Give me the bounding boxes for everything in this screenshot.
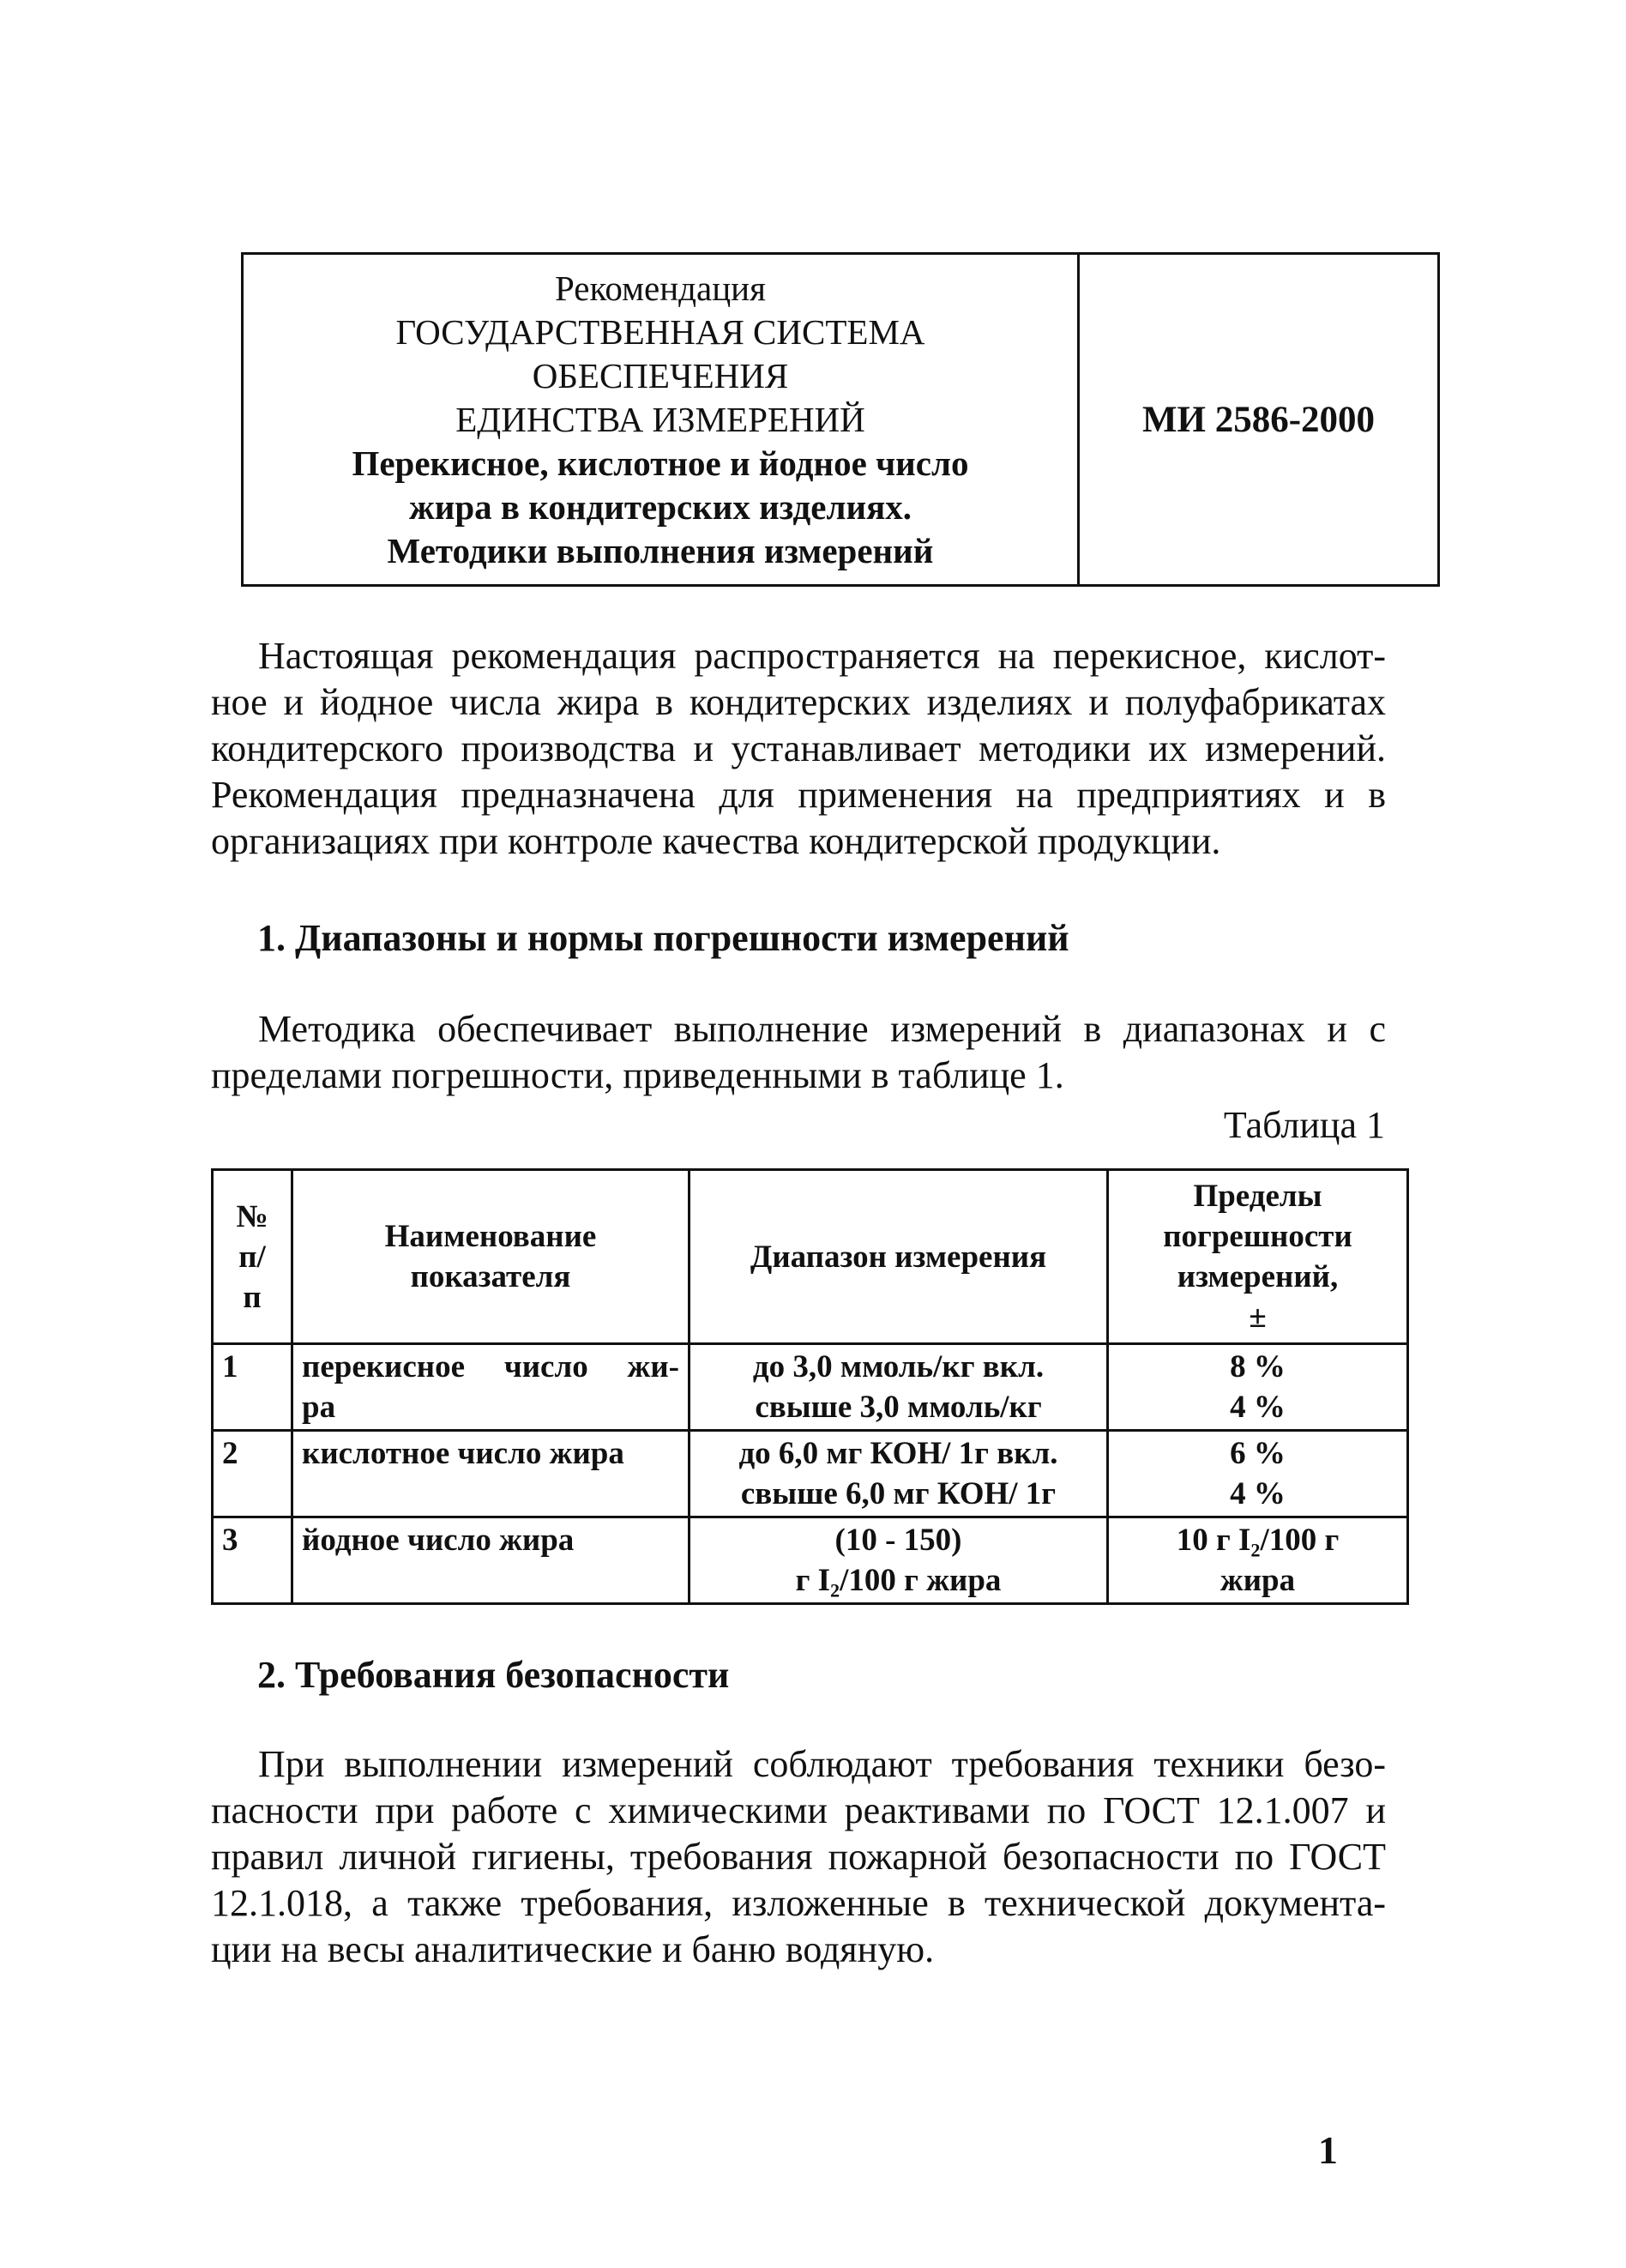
paragraph-line: правил личной гигиены, требования пожарной безопасности по ГОСТ (211, 1836, 1386, 1878)
table-row (213, 1517, 1408, 1604)
title-line: Рекомендация (555, 268, 766, 308)
subtitle-line: жира в кондитерских изделиях. (408, 486, 912, 527)
section-2-paragraph (211, 1741, 1386, 1973)
cell-range: до 3,0 ммоль/кг вкл. свыше 3,0 ммоль/кг (690, 1344, 1108, 1431)
cell-number: 3 (213, 1517, 292, 1604)
document-code: МИ 2586-2000 (1141, 399, 1376, 440)
column-header-name: Наименование показателя (292, 1170, 690, 1344)
cell-number: 1 (213, 1344, 292, 1431)
cell-limits: 6 % 4 % (1108, 1431, 1408, 1517)
title-block-left (244, 255, 1080, 584)
subtitle-line: Перекисное, кислотное и йодное число (352, 443, 969, 483)
column-header-number: № п/ п (213, 1170, 292, 1344)
title-line: ГОСУДАРСТВЕННАЯ СИСТЕМА (395, 311, 925, 352)
page-number: 1 (1318, 2128, 1338, 2172)
cell-name: кислотное число жира (292, 1431, 690, 1517)
column-header-limits: Пределы погрешности измерений, ± (1108, 1170, 1408, 1344)
paragraph-line: Методика обеспечивает выполнение измерений в диапазонах и с (258, 1008, 1386, 1050)
title-line: ЕДИНСТВА ИЗМЕРЕНИЙ (455, 399, 865, 439)
paragraph-line: Рекомендация предназначена для применения на предприятиях и в (211, 774, 1386, 816)
measurement-table (211, 1168, 1409, 1605)
paragraph-line: кондитерского производства и устанавливает методики их измерений. (211, 727, 1386, 769)
cell-limits: 10 г I₂/100 г жира (1108, 1517, 1408, 1604)
cell-number: 2 (213, 1431, 292, 1517)
intro-paragraph (211, 633, 1386, 865)
column-header-range: Диапазон измерения (690, 1170, 1108, 1344)
paragraph-line: Настоящая рекомендация распространяется на перекисное, кислот- (258, 635, 1386, 677)
section-2-heading: 2. Требования безопасности (257, 1654, 730, 1696)
cell-name: йодное число жира (292, 1517, 690, 1604)
paragraph-line: пасности при работе с химическими реактивами по ГОСТ 12.1.007 и (211, 1789, 1386, 1831)
table-row (213, 1344, 1408, 1431)
table-caption: Таблица 1 (1223, 1104, 1385, 1146)
section-1-paragraph (211, 1006, 1386, 1099)
title-line: ОБЕСПЕЧЕНИЯ (532, 355, 789, 395)
cell-name: перекисное число жи- ра (292, 1344, 690, 1431)
paragraph-line: пределами погрешности, приведенными в таблице 1. (211, 1054, 1064, 1096)
paragraph-line: организациях при контроле качества кондитерской продукции. (211, 820, 1221, 862)
table-header-row (213, 1170, 1408, 1344)
subtitle-line: Методики выполнения измерений (387, 530, 934, 570)
title-block (241, 252, 1440, 587)
paragraph-line: ное и йодное числа жира в кондитерских изделиях и полуфабрикатах (211, 681, 1386, 723)
cell-range: до 6,0 мг КОН/ 1г вкл. свыше 6,0 мг КОН/ 1г (690, 1431, 1108, 1517)
section-1-heading: 1. Диапазоны и нормы погрешности измерений (257, 917, 1069, 959)
cell-range: (10 - 150) г I₂/100 г жира (690, 1517, 1108, 1604)
cell-limits: 8 % 4 % (1108, 1344, 1408, 1431)
paragraph-line: При выполнении измерений соблюдают требования техники безо- (258, 1743, 1386, 1785)
paragraph-line: 12.1.018, а также требования, изложенные в технической документа- (211, 1882, 1386, 1924)
paragraph-line: ции на весы аналитические и баню водяную. (211, 1928, 935, 1970)
table-row (213, 1431, 1408, 1517)
